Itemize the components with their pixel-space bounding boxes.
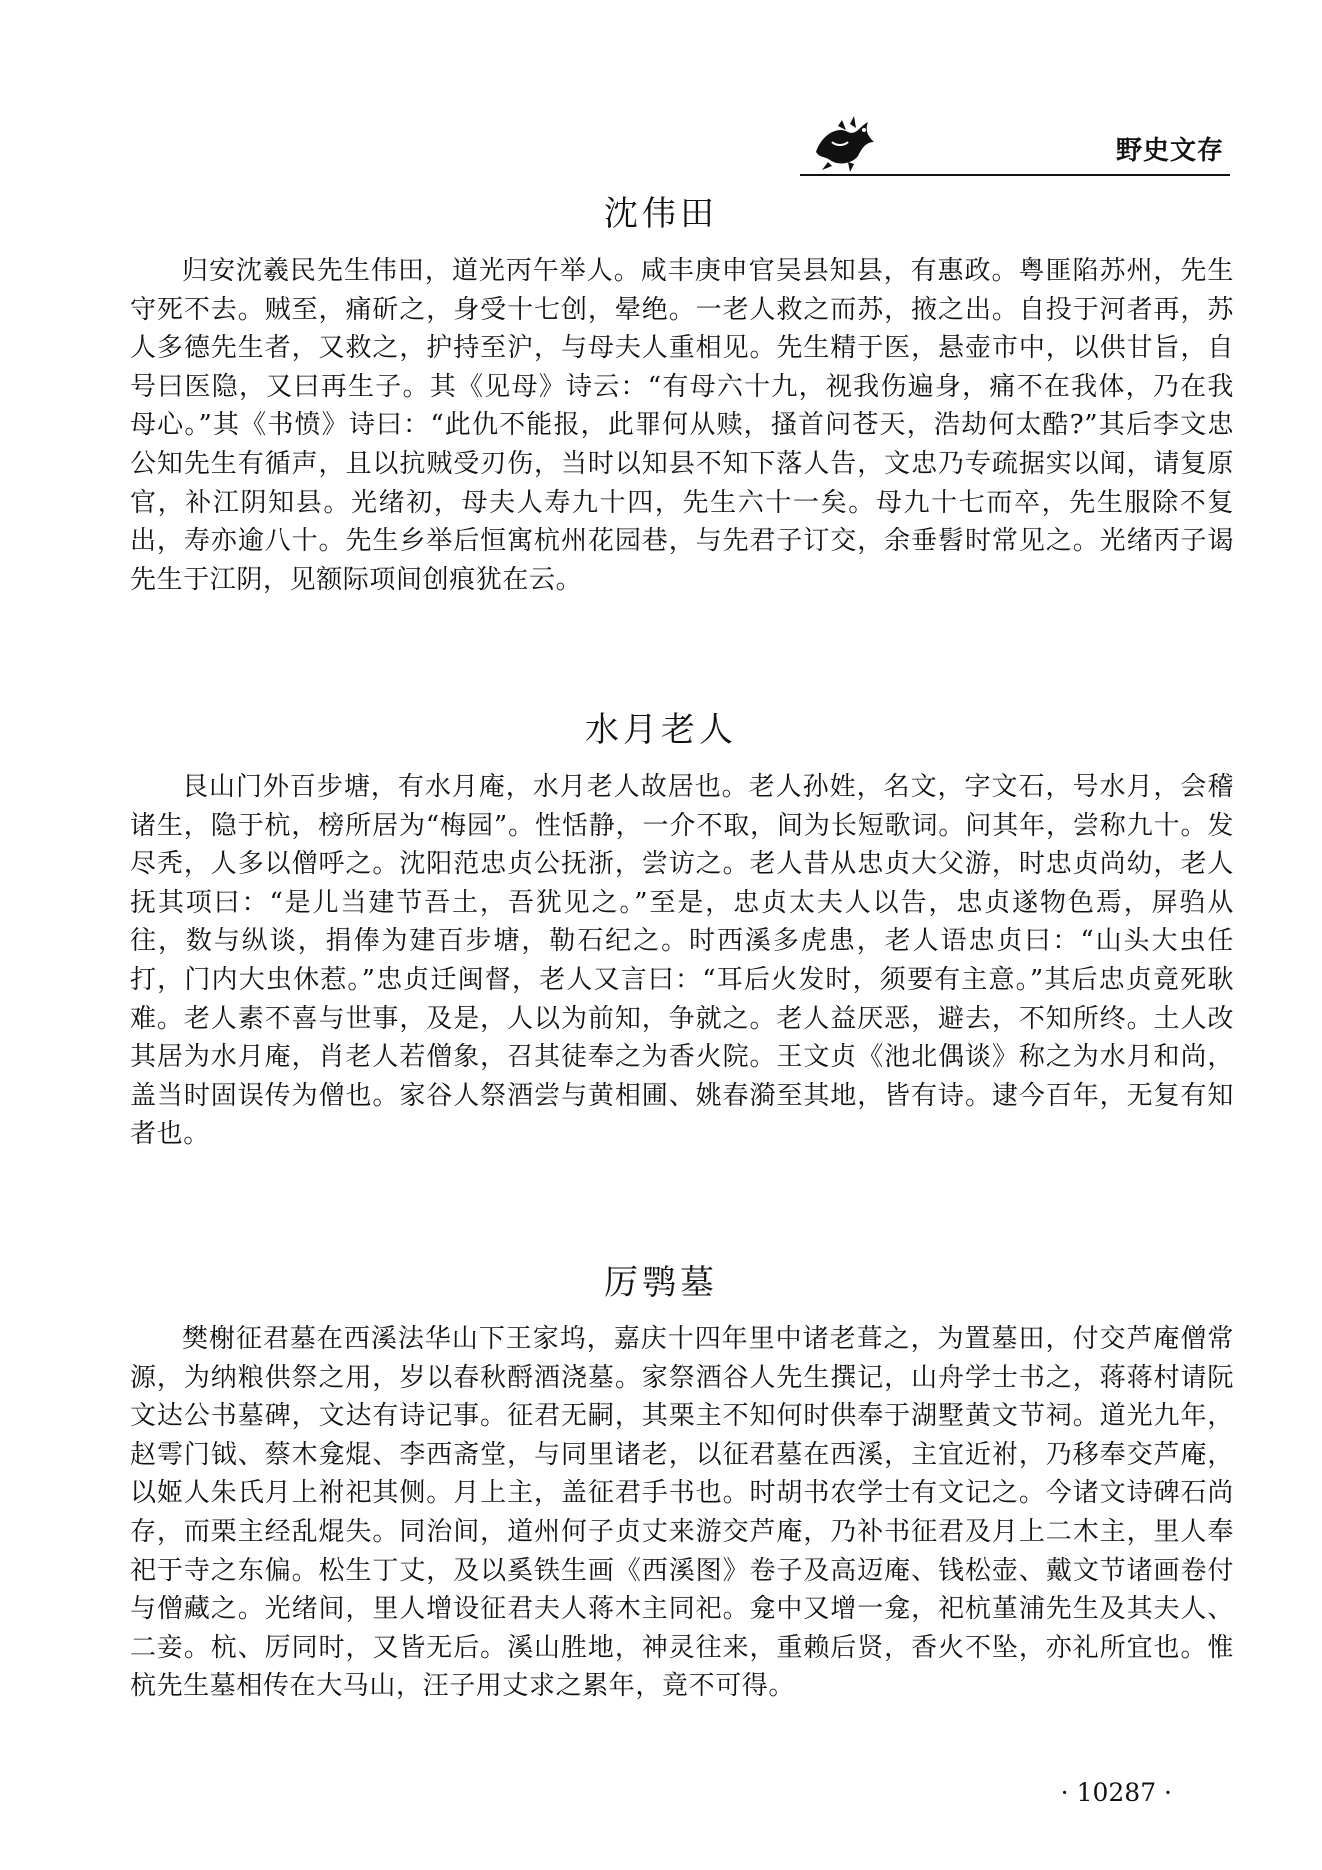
section-title: 水月老人	[585, 710, 737, 750]
header-rule	[800, 174, 1230, 176]
dragon-emblem-icon	[808, 112, 880, 172]
section-paragraph: 樊榭征君墓在西溪法华山下王家坞，嘉庆十四年里中诸老葺之，为置墓田，付交芦庵僧常源，为纳粮供祭之用，岁以春秋酹酒浇墓。家祭酒谷人先生撰记，山舟学士书之，蒋蒋村请阮文达公书墓碑，文达有诗记事。征君无嗣，其栗主不知何时供奉于湖墅黄文节祠。道光九年，赵雩门钺、蔡木龛焜、李西斋堂，与同里诸老，以征君墓在西溪，主宜近祔，乃移奉交芦庵，以姬人朱氏月上祔祀其侧。月上主，盖征君手书也。时胡书农学士有文记之。今诸文诗碑石尚存，而栗主经乱焜失。同治间，道州何子贞丈来游交芦庵，乃补书征君及月上二木主，里人奉祀于寺之东偏。松生丁丈，及以奚铁生画《西溪图》卷子及高迈庵、钱松壶、戴文节诸画卷付与僧藏之。光绪间，里人增设征君夫人蒋木主同祀。龛中又增一龛，祀杭堇浦先生及其夫人、二妾。杭、厉同时，又皆无后。溪山胜地，神灵往来，重赖后贤，香火不坠，亦礼所宜也。惟杭先生墓相传在大马山，汪子用丈求之累年，竟不可得。	[130, 1324, 1234, 1702]
page-number: · 10287 ·	[1060, 1778, 1172, 1807]
section-paragraph: 艮山门外百步塘，有水月庵，水月老人故居也。老人孙姓，名文，字文石，号水月，会稽诸生，隐于杭，榜所居为“梅园”。性恬静，一介不取，间为长短歌词。问其年，尝称九十。发尽秃，人多以僧呼之。沈阳范忠贞公抚浙，尝访之。老人昔从忠贞大父游，时忠贞尚幼，老人抚其项曰：“是儿当建节吾土，吾犹见之。”至是，忠贞太夫人以告，忠贞遂物色焉，屏驺从往，数与纵谈，捐俸为建百步塘，勒石纪之。时西溪多虎患，老人语忠贞曰：“山头大虫任打，门内大虫休惹。”忠贞迁闽督，老人又言曰：“耳后火发时，须要有主意。”其后忠贞竟死耿难。老人素不喜与世事，及是，人以为前知，争就之。老人益厌恶，避去，不知所终。土人改其居为水月庵，肖老人若僧象，召其徒奉之为香火院。王文贞《池北偶谈》称之为水月和尚，盖当时固误传为僧也。家谷人祭酒尝与黄相圃、姚春漪至其地，皆有诗。逮今百年，无复有知者也。	[130, 772, 1234, 1150]
series-title: 野史文存	[1115, 136, 1224, 166]
section-title: 沈伟田	[604, 194, 718, 234]
page-header	[800, 112, 1230, 182]
section-paragraph: 归安沈羲民先生伟田，道光丙午举人。咸丰庚申官吴县知县，有惠政。粤匪陷苏州，先生守死不去。贼至，痛斫之，身受十七创，晕绝。一老人救之而苏，掖之出。自投于河者再，苏人多德先生者，又救之，护持至沪，与母夫人重相见。先生精于医，悬壶市中，以供甘旨，自号曰医隐，又曰再生子。其《见母》诗云：“有母六十九，视我伤遍身，痛不在我体，乃在我母心。”其《书愤》诗曰：“此仇不能报，此罪何从赎，搔首问苍天，浩劫何太酷?”其后李文忠公知先生有循声，且以抗贼受刃伤，当时以知县不知下落人告，文忠乃专疏据实以闻，请复原官，补江阴知县。光绪初，母夫人寿九十四，先生六十一矣。母九十七而卒，先生服除不复出，寿亦逾八十。先生乡举后恒寓杭州花园巷，与先君子订交，余垂髫时常见之。光绪丙子谒先生于江阴，见额际项间创痕犹在云。	[130, 256, 1234, 595]
section-title: 厉鹗墓	[604, 1263, 718, 1303]
